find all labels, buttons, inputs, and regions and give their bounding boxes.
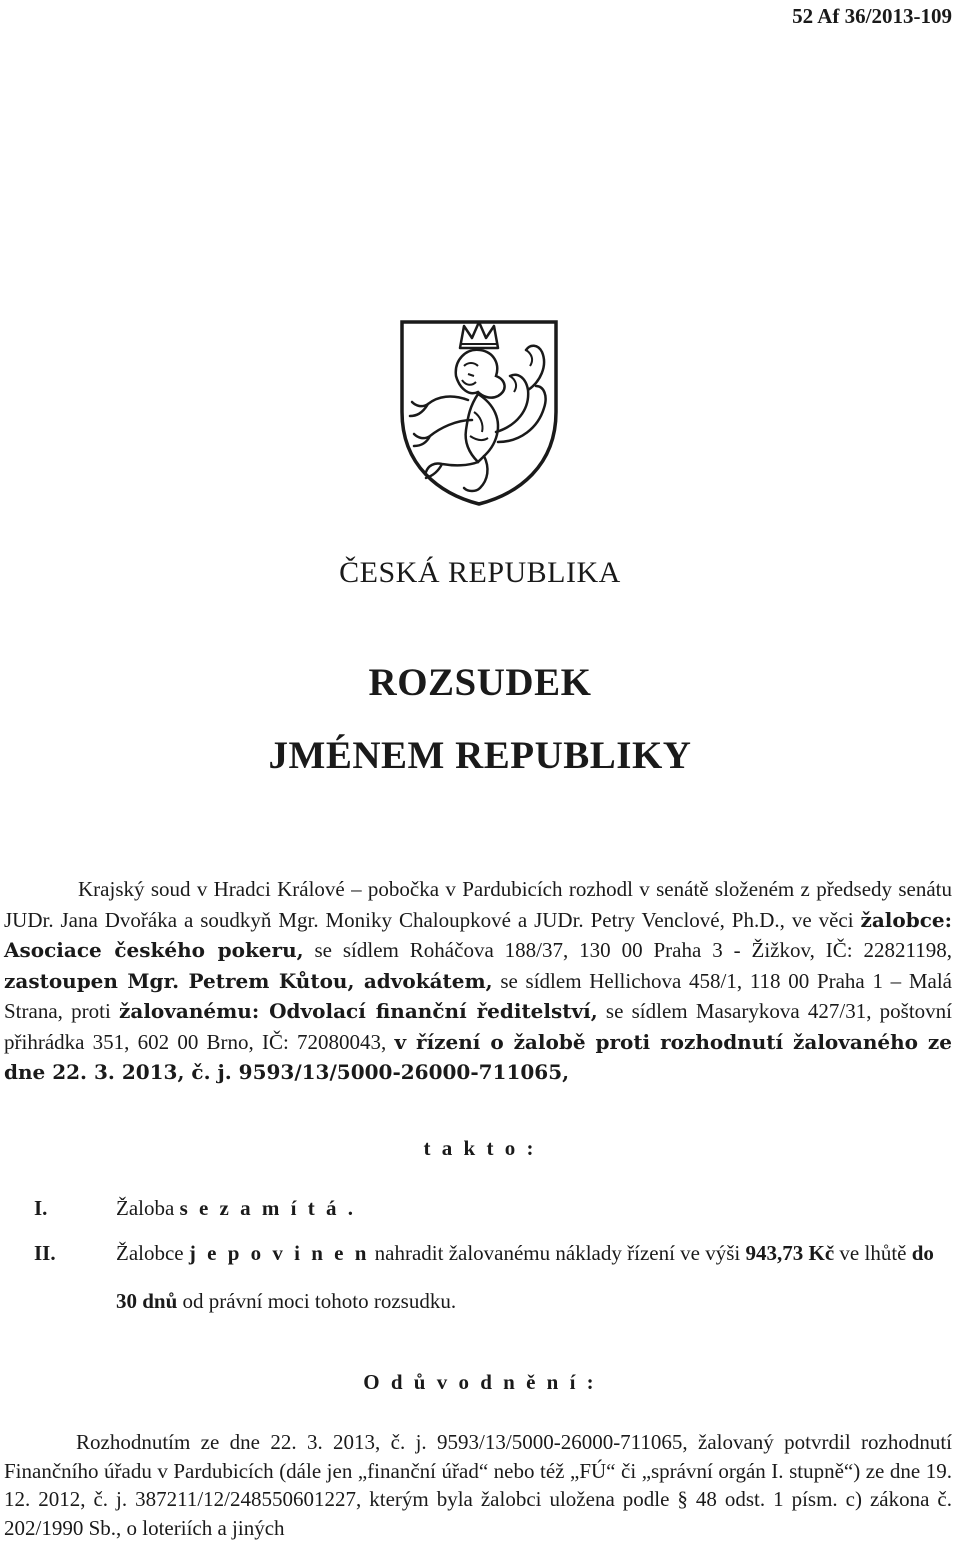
payment-deadline: do 30 dnů: [116, 1241, 934, 1313]
defendant-name: žalovanému: Odvolací finanční ředitelství,: [119, 999, 598, 1023]
plaintiff-name: žalobce: Asociace českého pokeru,: [4, 907, 952, 962]
verdict-number: I.: [34, 1196, 48, 1220]
country-name: ČESKÁ REPUBLIKA: [339, 556, 621, 589]
verdict-obliged: j e p o v i n e n: [188, 1241, 370, 1265]
reasoning-heading: O d ů v o d n ě n í :: [363, 1370, 597, 1394]
document-title: ROZSUDEK: [368, 661, 592, 704]
intro-paragraph: [4, 874, 952, 1088]
verdict-text: [116, 1195, 952, 1221]
verdict-text-part: od právní moci tohoto rozsudku.: [177, 1289, 457, 1313]
verdict-text-part: nahradit žalovanému náklady řízení ve výši: [369, 1241, 746, 1265]
verdict-text: [116, 1229, 952, 1325]
plaintiff-counsel: zastoupen Mgr. Petrem Kůtou, advokátem,: [4, 968, 493, 993]
case-number: 52 Af 36/2013-109: [792, 4, 952, 28]
document-subtitle: JMÉNEM REPUBLIKY: [268, 734, 692, 777]
costs-amount: 943,73 Kč: [745, 1241, 835, 1265]
czech-lion-coat-of-arms-icon: [398, 316, 560, 506]
intro-text-2: se sídlem Roháčova 188/37, 130 00 Praha 3 - Žižkov, IČ: 22821198,: [303, 938, 952, 962]
intro-text-3: se sídlem Hellichova 458/1, 118 00 Praha 1 – Malá Strana, proti: [4, 968, 952, 1023]
intro-text-4: se sídlem Masarykova 427/31, poštovní přihrádka 351, 602 00 Brno, IČ: 72080043,: [4, 999, 953, 1054]
reasoning-paragraph: Rozhodnutím ze dne 22. 3. 2013, č. j. 9593/13/5000-26000-711065, žalovaný potvrdil rozhodnutí Finančního úřadu v Pardubicích (dále jen „finanční úřad“ nebo též „FÚ“ či „správní orgán I. stupně“) ze dne 19. 12. 2012, č. j. 387211/12/248550601227, kterým byla žalobci uložena podle § 48 odst. 1 písm. c) zákona č. 202/1990 Sb., o loteriích a jiných: [4, 1430, 952, 1540]
verdict-dismissed: s e z a m í t á .: [179, 1196, 356, 1220]
intro-text-1: Krajský soud v Hradci Králové – pobočka v Pardubicích rozhodl v senátě složeném z předsedy senátu JUDr. Jana Dvořáka a soudkyň Mgr. Moniky Chaloupkové a JUDr. Petry Venclové, Ph.D., ve věci: [4, 877, 952, 932]
verdict-text-part: Žaloba: [116, 1196, 180, 1220]
proceeding-subject: v řízení o žalobě proti rozhodnutí žalovaného ze dne 22. 3. 2013, č. j. 9593/13/5000-26000-711065,: [4, 1029, 953, 1084]
verdict-text-part: ve lhůtě: [834, 1241, 912, 1265]
takto-heading: t a k t o :: [423, 1136, 537, 1160]
verdict-number: II.: [34, 1241, 56, 1265]
verdict-text-part: Žalobce: [116, 1241, 189, 1265]
